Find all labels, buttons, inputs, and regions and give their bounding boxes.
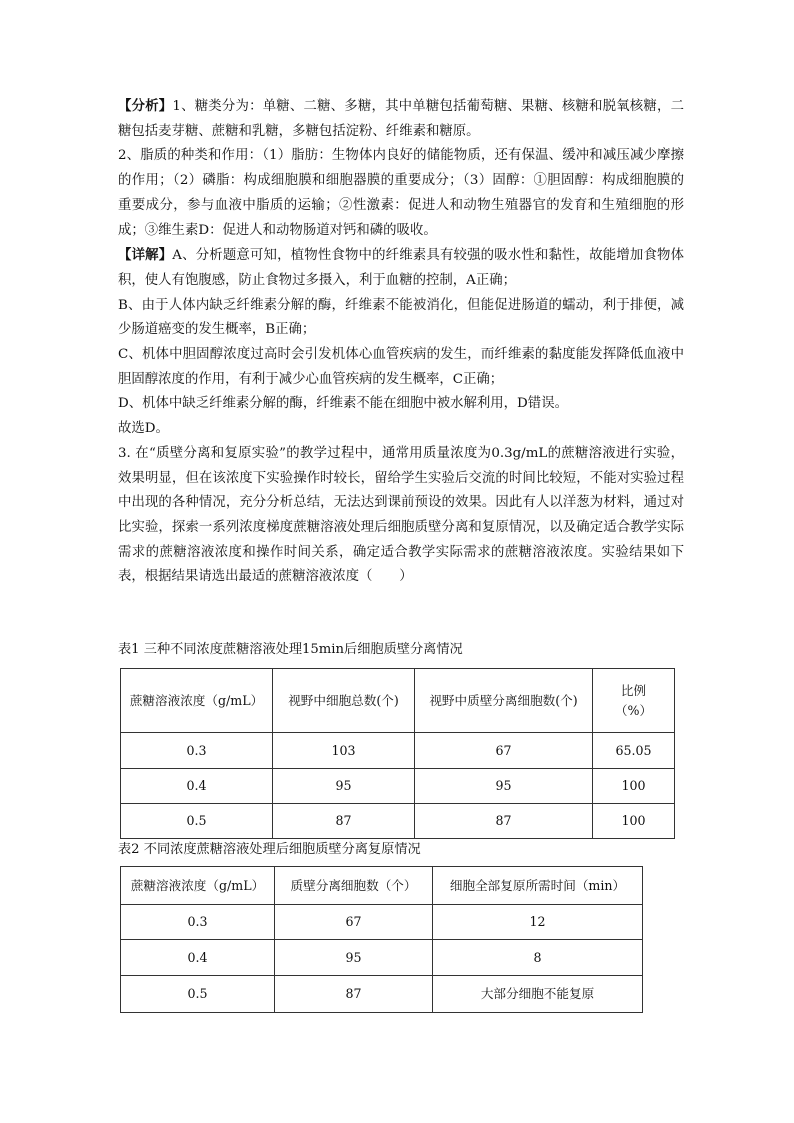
analysis-text-1: 1、糖类分为：单糖、二糖、多糖，其中单糖包括葡萄糖、果糖、核糖和脱氧核糖，二糖包括麦芽糖、蔗糖和乳糖，多糖包括淀粉、纤维素和糖原。 [118,99,684,139]
table-row [121,804,675,839]
table2-header-row [121,867,643,905]
analysis-paragraph-2: 2、脂质的种类和作用：（1）脂肪：生物体内良好的储能物质，还有保温、缓冲和减压减少摩擦的作用；（2）磷脂：构成细胞膜和细胞器膜的重要成分；（3）固醇：①胆固醇：构成细胞膜的重要成分，参与血液中脂质的运输；②性激素：促进人和动物生殖器官的发育和生殖细胞的形成；③维生素D：促进人和动物肠道对钙和磷的吸收。 [118,148,684,238]
detail-paragraph-b: B、由于人体内缺乏纤维素分解的酶，纤维素不能被消化，但能促进肠道的蠕动，利于排便，减少肠道癌变的发生概率，B正确； [118,297,684,338]
table1-cell: 87 [273,804,415,839]
table1-header-row [121,669,675,733]
table-row [121,976,643,1013]
table2-cell: 8 [433,940,643,976]
table2-cell: 87 [275,976,433,1013]
table1-cell: 65.05 [593,733,675,769]
table2-cell: 12 [433,905,643,940]
table1-header-ratio [593,669,675,733]
table2-cell: 95 [275,940,433,976]
table1-cell: 103 [273,733,415,769]
analysis-tag: 【分析】 [118,98,173,114]
table1-cell: 100 [593,769,675,804]
table2-cell: 0.3 [121,905,275,940]
table2-header-recovery-time: 细胞全部复原所需时间（min） [433,867,643,905]
analysis-paragraph-1 [118,94,684,144]
detail-tag: 【详解】 [118,247,173,264]
table2-header-concentration: 蔗糖溶液浓度（g/mL） [121,867,275,905]
answer-line: 故选D。 [118,421,169,437]
table2-cell: 67 [275,905,433,940]
table1-cell: 0.3 [121,733,273,769]
table2-cell: 0.5 [121,976,275,1013]
detail-paragraph-c: C、机体中胆固醇浓度过高时会引发机体心血管疾病的发生，而纤维素的黏度能发挥降低血液中胆固醇浓度的作用，有利于减少心血管疾病的发生概率，C正确； [118,347,684,387]
question-3: 3. 在“质壁分离和复原实验”的教学过程中，通常用质量浓度为0.3g/mL的蔗糖溶液进行实验，效果明显，但在该浓度下实验操作时较长，留给学生实验后交流的时间比较短，不能对实验过程中出现的各种情况，充分分析总结，无法达到课前预设的效果。因此有人以洋葱为材料，通过对比实验，探索一系列浓度梯度蔗糖溶液处理后细胞质壁分离和复原情况，以及确定适合教学实际需求的蔗糖溶液浓度和操作时间关系，确定适合教学实际需求的蔗糖溶液浓度。实验结果如下表，根据结果请选出最适的蔗糖溶液浓度（ ） [118,445,684,585]
table2 [120,866,643,1013]
table1-cell: 67 [415,733,593,769]
table1-cell: 0.4 [121,769,273,804]
detail-text-a: A、分析题意可知，植物性食物中的纤维素具有较强的吸水性和黏性，故能增加食物体积，使人有饱腹感，防止食物过多摄入，利于血糖的控制，A正确； [118,248,685,288]
table-row [121,905,643,940]
table1-header-ratio-line1: 比例 [620,682,647,698]
table2-header-plasmolysis-cells: 质壁分离细胞数（个） [275,867,433,905]
table1-header-ratio-line2: （%） [614,702,653,718]
table-row [121,733,675,769]
table1 [120,668,675,839]
table2-caption: 表2 不同浓度蔗糖溶液处理后细胞质壁分离复原情况 [118,842,421,857]
table1-cell: 87 [415,804,593,839]
analysis-section [118,94,684,590]
table1-cell: 0.5 [121,804,273,839]
table2-cell: 大部分细胞不能复原 [433,976,643,1013]
table1-cell: 95 [415,769,593,804]
table1-cell: 95 [273,769,415,804]
table1-header-plasmolysis-cells: 视野中质壁分离细胞数(个) [415,669,593,733]
detail-paragraph-d: D、机体中缺乏纤维素分解的酶，纤维素不能在细胞中被水解利用，D错误。 [118,396,568,412]
table-row [121,769,675,804]
table1-header-concentration: 蔗糖溶液浓度（g/mL） [121,669,273,733]
table-row [121,940,643,976]
table1-header-total-cells: 视野中细胞总数(个) [273,669,415,733]
table2-cell: 0.4 [121,940,275,976]
detail-paragraph-a [118,243,684,293]
table1-cell: 100 [593,804,675,839]
table1-caption: 表1 三种不同浓度蔗糖溶液处理15min后细胞质壁分离情况 [118,642,463,657]
